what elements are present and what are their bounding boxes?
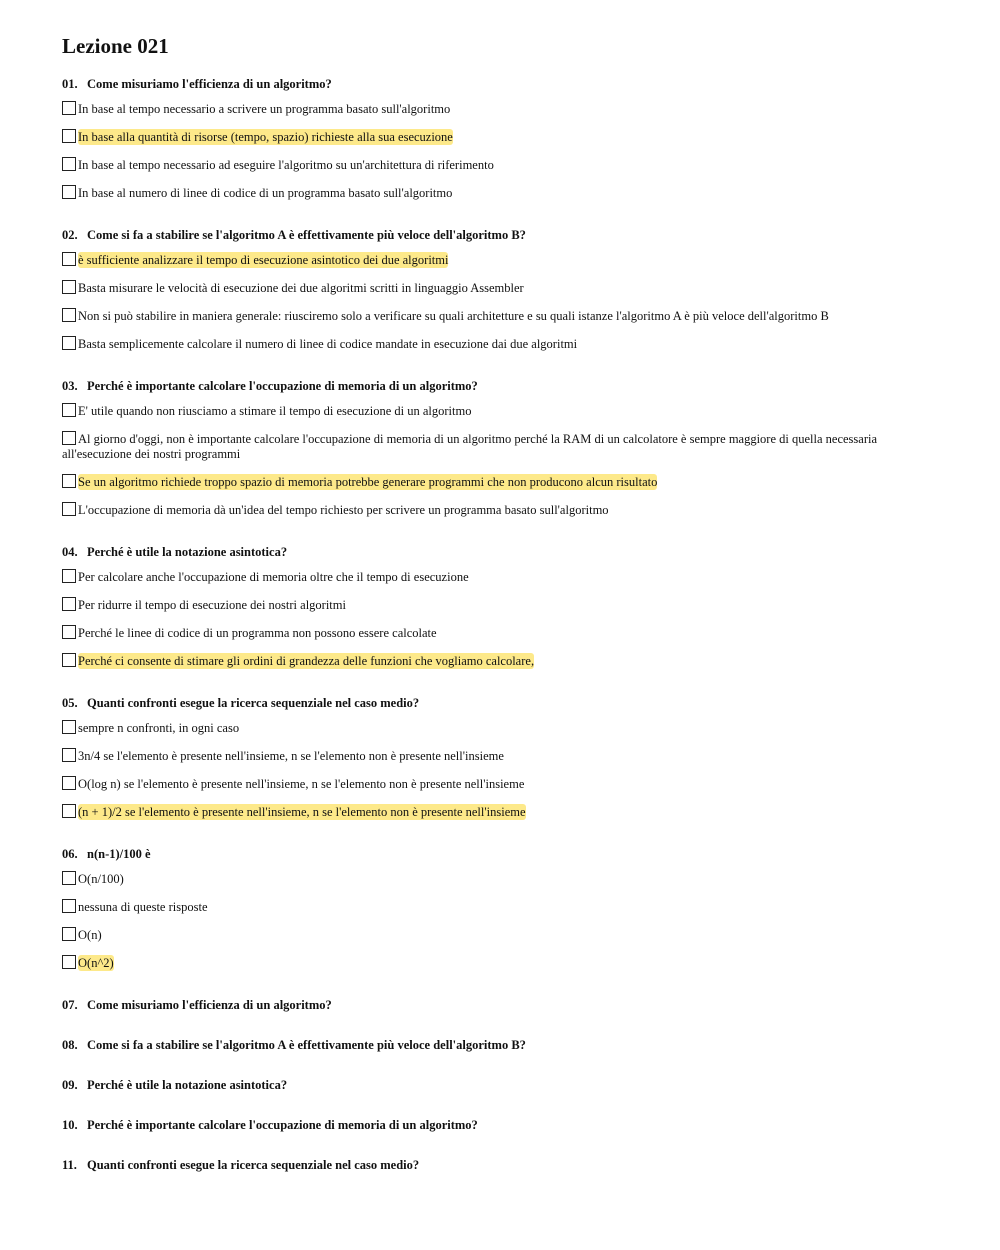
question-heading bbox=[62, 227, 942, 243]
question-text: Come si fa a stabilire se l'algoritmo A è effettivamente più veloce dell'algoritmo B? bbox=[87, 228, 526, 242]
question-heading bbox=[62, 1077, 942, 1093]
answer-text: sempre n confronti, in ogni caso bbox=[78, 721, 240, 735]
answer-checkbox[interactable] bbox=[62, 653, 76, 667]
answer-checkbox[interactable] bbox=[62, 129, 76, 143]
answer-checkbox[interactable] bbox=[62, 403, 76, 417]
question-4 bbox=[62, 544, 942, 669]
answer-checkbox[interactable] bbox=[62, 157, 76, 171]
question-number: 09. bbox=[62, 1078, 78, 1092]
question-text: Quanti confronti esegue la ricerca sequenziale nel caso medio? bbox=[87, 1158, 420, 1172]
answer-checkbox[interactable] bbox=[62, 101, 76, 115]
question-text: Come misuriamo l'efficienza di un algoritmo? bbox=[87, 998, 332, 1012]
question-text: Come si fa a stabilire se l'algoritmo A è effettivamente più veloce dell'algoritmo B? bbox=[87, 1038, 526, 1052]
answer-option bbox=[62, 653, 942, 669]
answer-checkbox[interactable] bbox=[62, 336, 76, 350]
answer-text: In base al tempo necessario a scrivere un programma basato sull'algoritmo bbox=[78, 102, 451, 116]
answer-checkbox[interactable] bbox=[62, 252, 76, 266]
answer-text: E' utile quando non riusciamo a stimare il tempo di esecuzione di un algoritmo bbox=[78, 404, 472, 418]
question-6 bbox=[62, 846, 942, 971]
question-text: Perché è importante calcolare l'occupazione di memoria di un algoritmo? bbox=[87, 1118, 478, 1132]
answer-text: Basta misurare le velocità di esecuzione dei due algoritmi scritti in linguaggio Assembler bbox=[78, 281, 524, 295]
answer-checkbox[interactable] bbox=[62, 927, 76, 941]
answer-option bbox=[62, 955, 942, 971]
question-number: 10. bbox=[62, 1118, 78, 1132]
answer-checkbox[interactable] bbox=[62, 280, 76, 294]
question-heading bbox=[62, 1157, 942, 1173]
question-number: 02. bbox=[62, 228, 78, 242]
question-heading bbox=[62, 997, 942, 1013]
question-text: Quanti confronti esegue la ricerca sequenziale nel caso medio? bbox=[87, 696, 420, 710]
answer-option bbox=[62, 101, 942, 117]
question-number: 01. bbox=[62, 77, 78, 91]
question-heading bbox=[62, 1117, 942, 1133]
question-heading bbox=[62, 76, 942, 92]
highlighted-answer-text: Perché ci consente di stimare gli ordini di grandezza delle funzioni che vogliamo calcolare, bbox=[78, 654, 535, 668]
answer-text: 3n/4 se l'elemento è presente nell'insieme, n se l'elemento non è presente nell'insieme bbox=[78, 749, 504, 763]
question-5 bbox=[62, 695, 942, 820]
highlighted-answer-text: è sufficiente analizzare il tempo di esecuzione asintotico dei due algoritmi bbox=[78, 253, 449, 267]
question-11 bbox=[62, 1157, 942, 1173]
question-text: Come misuriamo l'efficienza di un algoritmo? bbox=[87, 77, 332, 91]
answer-text: Per ridurre il tempo di esecuzione dei nostri algoritmi bbox=[78, 598, 346, 612]
question-number: 06. bbox=[62, 847, 78, 861]
answer-option bbox=[62, 569, 942, 585]
answer-option bbox=[62, 927, 942, 943]
answer-option bbox=[62, 308, 942, 324]
answer-checkbox[interactable] bbox=[62, 871, 76, 885]
answer-text: Per calcolare anche l'occupazione di memoria oltre che il tempo di esecuzione bbox=[78, 570, 469, 584]
question-1 bbox=[62, 76, 942, 201]
question-list bbox=[62, 76, 942, 1197]
answer-checkbox[interactable] bbox=[62, 474, 76, 488]
answer-checkbox[interactable] bbox=[62, 748, 76, 762]
page-title: Lezione 021 bbox=[62, 34, 169, 58]
question-number: 07. bbox=[62, 998, 78, 1012]
question-text: Perché è utile la notazione asintotica? bbox=[87, 545, 288, 559]
answer-checkbox[interactable] bbox=[62, 720, 76, 734]
answer-option bbox=[62, 625, 942, 641]
answer-text: nessuna di queste risposte bbox=[78, 900, 208, 914]
question-heading bbox=[62, 544, 942, 560]
answer-option bbox=[62, 157, 942, 173]
question-8 bbox=[62, 1037, 942, 1053]
question-3 bbox=[62, 378, 942, 518]
answer-text: O(log n) se l'elemento è presente nell'insieme, n se l'elemento non è presente nell'insieme bbox=[78, 777, 525, 791]
answer-checkbox[interactable] bbox=[62, 625, 76, 639]
answer-option bbox=[62, 502, 942, 518]
question-7 bbox=[62, 997, 942, 1013]
answer-checkbox[interactable] bbox=[62, 955, 76, 969]
answer-checkbox[interactable] bbox=[62, 431, 76, 445]
answer-option bbox=[62, 252, 942, 268]
answer-option bbox=[62, 280, 942, 296]
answer-text: L'occupazione di memoria dà un'idea del tempo richiesto per scrivere un programma basato sull'algoritmo bbox=[78, 503, 609, 517]
answer-checkbox[interactable] bbox=[62, 569, 76, 583]
answer-text: O(n/100) bbox=[78, 872, 124, 886]
answer-option bbox=[62, 720, 942, 736]
answer-checkbox[interactable] bbox=[62, 776, 76, 790]
answer-checkbox[interactable] bbox=[62, 804, 76, 818]
answer-option bbox=[62, 597, 942, 613]
answer-option bbox=[62, 129, 942, 145]
question-9 bbox=[62, 1077, 942, 1093]
answer-text: Al giorno d'oggi, non è importante calcolare l'occupazione di memoria di un algoritmo perché la RAM di un calcolatore è sempre maggiore di quella necessaria all'esecuzione dei nostri programmi bbox=[62, 432, 878, 461]
highlighted-answer-text: (n + 1)/2 se l'elemento è presente nell'insieme, n se l'elemento non è presente nell'insieme bbox=[78, 805, 526, 819]
question-number: 03. bbox=[62, 379, 78, 393]
answer-option bbox=[62, 185, 942, 201]
answer-option bbox=[62, 336, 942, 352]
answer-option bbox=[62, 899, 942, 915]
question-heading bbox=[62, 1037, 942, 1053]
answer-checkbox[interactable] bbox=[62, 899, 76, 913]
answer-checkbox[interactable] bbox=[62, 502, 76, 516]
answer-option bbox=[62, 804, 942, 820]
answer-text: O(n) bbox=[78, 928, 102, 942]
answer-checkbox[interactable] bbox=[62, 308, 76, 322]
question-2 bbox=[62, 227, 942, 352]
answer-text: In base al tempo necessario ad eseguire l'algoritmo su un'architettura di riferimento bbox=[78, 158, 494, 172]
answer-option bbox=[62, 403, 942, 419]
question-text: n(n-1)/100 è bbox=[87, 847, 151, 861]
answer-checkbox[interactable] bbox=[62, 597, 76, 611]
question-number: 04. bbox=[62, 545, 78, 559]
answer-option bbox=[62, 776, 942, 792]
answer-option bbox=[62, 871, 942, 887]
highlighted-answer-text: O(n^2) bbox=[78, 956, 114, 970]
question-number: 08. bbox=[62, 1038, 78, 1052]
question-10 bbox=[62, 1117, 942, 1133]
answer-option bbox=[62, 431, 942, 462]
answer-checkbox[interactable] bbox=[62, 185, 76, 199]
answer-text: Perché le linee di codice di un programma non possono essere calcolate bbox=[78, 626, 437, 640]
highlighted-answer-text: In base alla quantità di risorse (tempo, spazio) richieste alla sua esecuzione bbox=[78, 130, 453, 144]
answer-text: In base al numero di linee di codice di un programma basato sull'algoritmo bbox=[78, 186, 453, 200]
question-number: 11. bbox=[62, 1158, 77, 1172]
answer-text: Non si può stabilire in maniera generale: riusciremo solo a verificare su quali architetture e su quali istanze l'algoritmo A è più veloce dell'algoritmo B bbox=[78, 309, 829, 323]
question-text: Perché è importante calcolare l'occupazione di memoria di un algoritmo? bbox=[87, 379, 478, 393]
question-number: 05. bbox=[62, 696, 78, 710]
answer-option bbox=[62, 474, 942, 490]
highlighted-answer-text: Se un algoritmo richiede troppo spazio di memoria potrebbe generare programmi che non producono alcun risultato bbox=[78, 475, 658, 489]
question-heading bbox=[62, 846, 942, 862]
answer-text: Basta semplicemente calcolare il numero di linee di codice mandate in esecuzione dai due algoritmi bbox=[78, 337, 578, 351]
question-heading bbox=[62, 695, 942, 711]
question-heading bbox=[62, 378, 942, 394]
answer-option bbox=[62, 748, 942, 764]
question-text: Perché è utile la notazione asintotica? bbox=[87, 1078, 288, 1092]
